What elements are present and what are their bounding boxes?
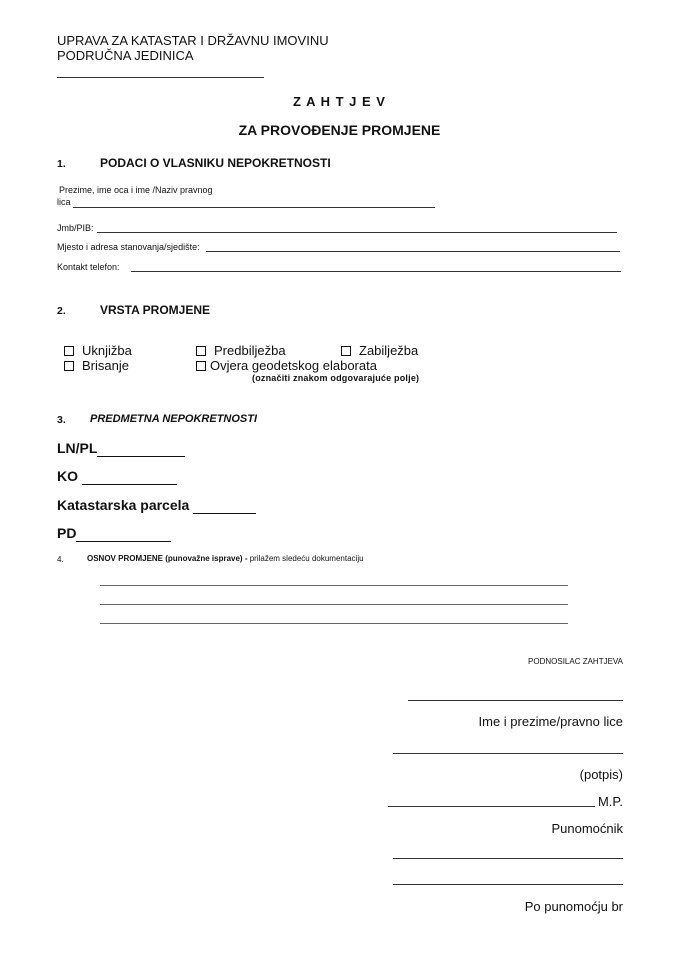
ko-field[interactable]	[82, 468, 177, 485]
applicant-name-field[interactable]	[408, 700, 623, 701]
section-4-heading: OSNOV PROMJENE (punovažne isprave) - prilažem sledeću dokumentaciju	[87, 554, 364, 563]
pd-field[interactable]	[76, 525, 171, 542]
jmb-field[interactable]	[97, 232, 617, 233]
document-field-2[interactable]	[100, 604, 568, 605]
section-2-heading: VRSTA PROMJENE	[100, 303, 211, 317]
ko-label: KO	[57, 468, 78, 484]
section-2-number: 2.	[57, 305, 66, 317]
checkbox-icon[interactable]	[196, 346, 206, 356]
signature-field[interactable]	[393, 753, 623, 754]
option-predbiljezba[interactable]: Predbilježba	[196, 343, 286, 358]
section-1-heading: PODACI O VLASNIKU NEPOKRETNOSTI	[100, 156, 331, 170]
owner-name-field[interactable]	[73, 207, 435, 208]
section-1-number: 1.	[57, 158, 66, 170]
document-field-3[interactable]	[100, 623, 568, 624]
org-name: UPRAVA ZA KATASTAR I DRŽAVNU IMOVINU	[57, 33, 329, 48]
applicant-label: PODNOSILAC ZAHTJEVA	[528, 657, 623, 666]
owner-name-label-cont: lica	[57, 197, 71, 207]
section-3-number: 3.	[57, 414, 66, 426]
checkbox-icon[interactable]	[341, 346, 351, 356]
signature-label: (potpis)	[579, 767, 623, 782]
address-field[interactable]	[206, 251, 620, 252]
section-4-number: 4.	[57, 555, 64, 564]
phone-field[interactable]	[131, 271, 621, 272]
ko-row	[57, 468, 177, 485]
lnpl-label: LN/PL	[57, 440, 98, 456]
section-3-heading: PREDMETNA NEPOKRETNOSTI	[90, 413, 258, 425]
jmb-label: Jmb/PIB:	[57, 223, 94, 233]
option-ovjera[interactable]: Ovjera geodetskog elaborata	[196, 358, 377, 373]
pd-label: PD	[57, 525, 77, 541]
document-title: Z A H T J E V	[293, 94, 386, 109]
parcela-field[interactable]	[193, 497, 256, 514]
checkbox-icon[interactable]	[64, 346, 74, 356]
applicant-name-label: Ime i prezime/pravno lice	[478, 714, 623, 729]
checkbox-icon[interactable]	[196, 361, 206, 371]
document-subtitle: ZA PROVOĐENJE PROMJENE	[238, 122, 441, 138]
parcela-row	[57, 497, 256, 514]
phone-label: Kontakt telefon:	[57, 262, 120, 272]
document-field-1[interactable]	[100, 585, 568, 586]
proxy-name-field[interactable]	[393, 858, 623, 859]
stamp-label: M.P.	[597, 794, 623, 809]
selection-note: (označiti znakom odgovarajuće polje)	[252, 373, 420, 383]
option-zabiljezba[interactable]: Zabilježba	[341, 343, 418, 358]
proxy-ref-label: Po punomoćju br	[524, 899, 623, 914]
lnpl-field[interactable]	[97, 440, 185, 457]
org-unit-field[interactable]	[57, 77, 264, 78]
org-unit: PODRUČNA JEDINICA	[57, 48, 194, 63]
proxy-ref-field[interactable]	[393, 884, 623, 885]
pd-row	[57, 525, 171, 542]
parcela-label: Katastarska parcela	[57, 497, 190, 513]
option-uknjizba[interactable]: Uknjižba	[64, 343, 132, 358]
proxy-label: Punomoćnik	[551, 821, 623, 836]
address-label: Mjesto i adresa stanovanja/sjedište:	[57, 242, 200, 252]
lnpl-row	[57, 440, 185, 457]
checkbox-icon[interactable]	[64, 361, 74, 371]
owner-name-label: Prezime, ime oca i ime /Naziv pravnog	[59, 185, 213, 195]
option-brisanje[interactable]: Brisanje	[64, 358, 129, 373]
